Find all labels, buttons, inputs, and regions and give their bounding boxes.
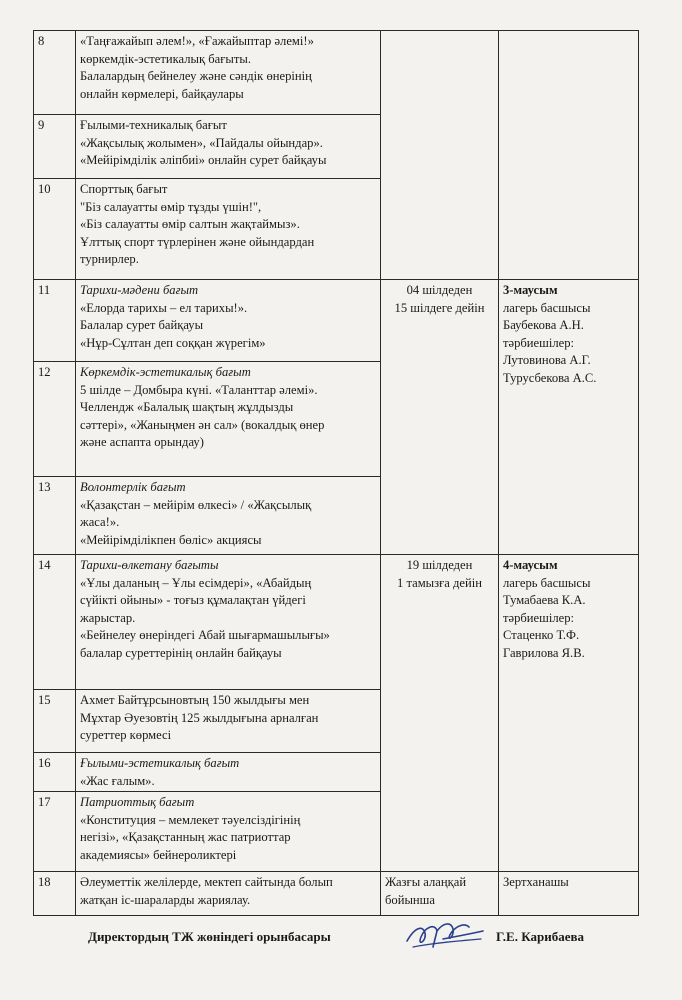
direction-heading: Тарихи-өлкетану бағыты (80, 558, 219, 572)
table-row (34, 31, 639, 115)
dates-cell-shift-4 (381, 555, 499, 872)
event-line: суреттер көрмесі (80, 728, 172, 742)
responsible-line: Тумабаева К.А. (503, 593, 586, 607)
row-number: 12 (34, 362, 76, 477)
events-plan-table (33, 30, 639, 916)
direction-heading: Тарихи-мәдени бағыт (80, 283, 199, 297)
shift-label: 4-маусым (503, 558, 558, 572)
shift-label: 3-маусым (503, 283, 558, 297)
row-number: 11 (34, 280, 76, 362)
event-cell (76, 477, 381, 555)
event-line: балалар суреттерінің онлайн байқауы (80, 645, 282, 660)
event-line: Әлеуметтік желілерде, мектеп сайтында болып (80, 875, 333, 889)
empty-dates-cell (381, 31, 499, 280)
row-number: 15 (34, 690, 76, 753)
event-line: «Біз салауатты өмір салтын жақтаймыз». (80, 217, 300, 231)
event-cell (76, 872, 381, 916)
dates-cell-row-18 (381, 872, 499, 916)
event-line: Спорттық бағыт (80, 182, 168, 196)
handwritten-signature-icon (403, 917, 488, 955)
row-number: 9 (34, 115, 76, 179)
event-line: «Қазақстан – мейірім өлкесі» / «Жақсылық (80, 497, 312, 512)
table-row (34, 280, 639, 362)
responsible-line: Турусбекова А.С. (503, 370, 597, 385)
row-number: 8 (34, 31, 76, 115)
event-cell (76, 753, 381, 792)
event-line: Ғылыми-техникалық бағыт (80, 118, 227, 132)
event-line: «Жақсылық жолымен», «Пайдалы ойындар». (80, 135, 323, 150)
event-line: және аспапта орындау) (80, 435, 204, 449)
event-line: «Нұр-Сұлтан деп соққан жүрегім» (80, 335, 266, 350)
row-number: 18 (34, 872, 76, 916)
row-number: 16 (34, 753, 76, 792)
event-line: Балалар сурет байқауы (80, 318, 204, 332)
event-cell (76, 115, 381, 179)
event-line: онлайн көрмелері, байқаулары (80, 86, 244, 101)
event-line: «Ұлы даланың – Ұлы есімдері», «Абайдың (80, 575, 312, 590)
event-cell (76, 179, 381, 280)
event-line: Балалардың бейнелеу және сәндік өнерінің (80, 69, 312, 83)
event-line: жатқан іс-шараларды жариялау. (80, 892, 251, 907)
event-line: «Елорда тарихы – ел тарихы!». (80, 300, 248, 315)
event-cell (76, 362, 381, 477)
row-number: 13 (34, 477, 76, 555)
dates-line: 04 шілдеден (406, 283, 473, 297)
responsible-cell-shift-3 (499, 280, 639, 555)
table-row (34, 555, 639, 690)
direction-heading: Ғылыми-эстетикалық бағыт (80, 756, 240, 770)
dates-line: 15 шілдеге дейін (394, 300, 485, 315)
dates-line: 19 шілдеден (406, 558, 473, 572)
event-line: Ахмет Байтұрсыновтың 150 жылдығы мен (80, 693, 310, 707)
row-number: 10 (34, 179, 76, 280)
responsible-line: Гаврилова Я.В. (503, 645, 585, 660)
event-line: «Мейірімділік әліпбиі» онлайн сурет байқауы (80, 153, 327, 167)
event-line: сәттері», «Жаныңмен ән сал» (вокалдық өнер (80, 417, 325, 432)
responsible-line: Баубекова А.Н. (503, 318, 584, 332)
event-line: негізі», «Қазақстанның жас патриоттар (80, 830, 291, 844)
responsible-cell-row-18 (499, 872, 639, 916)
event-cell (76, 690, 381, 753)
direction-heading: Көркемдік-эстетикалық бағыт (80, 365, 251, 379)
event-cell (76, 555, 381, 690)
event-line: сүйікті ойыны» - тоғыз құмалақтан үйдегі (80, 593, 306, 607)
event-line: Челлендж «Балалық шақтың жұлдызды (80, 400, 294, 414)
row-number: 14 (34, 555, 76, 690)
event-line: «Конституция – мемлекет тәуелсіздігінің (80, 812, 301, 827)
responsible-line: Лутовинова А.Г. (503, 353, 591, 367)
event-line: көркемдік-эстетикалық бағыты. (80, 51, 252, 66)
table-row (34, 872, 639, 916)
event-cell (76, 792, 381, 872)
direction-heading: Волонтерлік бағыт (80, 480, 186, 494)
empty-responsible-cell (499, 31, 639, 280)
responsible-cell-shift-4 (499, 555, 639, 872)
event-cell (76, 31, 381, 115)
event-line: Ұлттық спорт түрлерінен және ойындардан (80, 234, 315, 249)
dates-cell-shift-3 (381, 280, 499, 555)
event-line: турнирлер. (80, 252, 139, 266)
direction-heading: Патриоттық бағыт (80, 795, 195, 809)
event-line: «Жас ғалым». (80, 773, 155, 788)
event-line: Мұхтар Әуезовтің 125 жылдығына арналған (80, 710, 319, 725)
event-line: академиясы» бейнероликтері (80, 847, 237, 862)
event-line: жаса!». (80, 515, 120, 529)
responsible-line: тәрбиешілер: (503, 610, 574, 625)
event-cell (76, 280, 381, 362)
signature-block (88, 917, 628, 957)
responsible-line: лагерь басшысы (503, 300, 591, 315)
row-number: 17 (34, 792, 76, 872)
responsible-line: Зертханашы (503, 875, 569, 889)
dates-line: бойынша (385, 892, 435, 907)
event-line: «Бейнелеу өнеріндегі Абай шығармашылығы» (80, 628, 330, 642)
dates-line: 1 тамызға дейін (397, 575, 482, 590)
signatory-title: Директордың ТЖ жөніндегі орынбасары (88, 929, 331, 944)
event-line: "Біз салауатты өмір тұзды үшін!", (80, 199, 262, 214)
signatory-name: Г.Е. Карибаева (496, 929, 584, 944)
event-line: «Таңғажайып әлем!», «Ғажайыптар әлемі!» (80, 34, 314, 48)
responsible-line: лагерь басшысы (503, 575, 591, 590)
event-line: жарыстар. (80, 610, 136, 625)
event-line: «Мейірімділікпен бөліс» акциясы (80, 532, 262, 547)
dates-line: Жазғы алаңқай (385, 875, 467, 889)
event-line: 5 шілде – Домбыра күні. «Таланттар әлемі». (80, 382, 318, 397)
responsible-line: Стаценко Т.Ф. (503, 628, 580, 642)
responsible-line: тәрбиешілер: (503, 335, 574, 350)
